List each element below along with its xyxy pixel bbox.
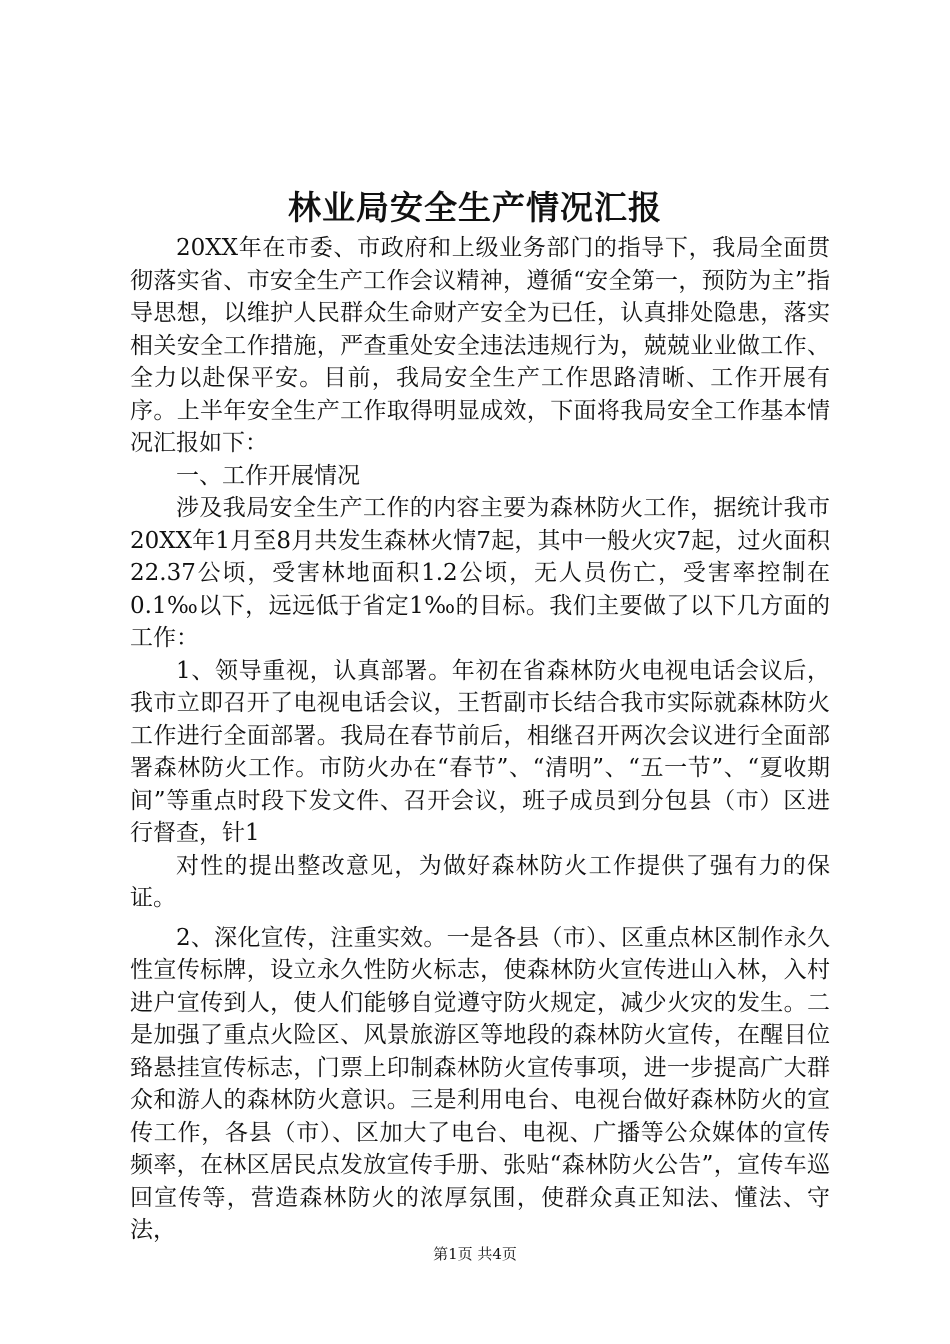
paragraph-item-1-continued: 对性的提出整改意见，为做好森林防火工作提供了强有力的保证。 bbox=[130, 852, 830, 911]
document-body bbox=[130, 232, 830, 1247]
paragraph-overview: 涉及我局安全生产工作的内容主要为森林防火工作，据统计我市20XX年1月至8月共发生森林火情7起，其中一般火灾7起，过火面积22.37公顷，受害林地面积1.2公顷，无人员伤亡，受害率控制在0.1‰以下，远远低于省定1‰的目标。我们主要做了以下几方面的工作： bbox=[130, 495, 830, 651]
page-footer: 第1页 共4页 bbox=[433, 1245, 517, 1263]
paragraph-item-2: 2、深化宣传，注重实效。一是各县（市）、区重点林区制作永久性宣传标牌，设立永久性防火标志，使森林防火宣传进山入林，入村进户宣传到人，使人们能够自觉遵守防火规定，减少火灾的发生。二是加强了重点火险区、风景旅游区等地段的森林防火宣传，在醒目位臵悬挂宣传标志，门票上印制森林防火宣传事项，进一步提高广大群众和游人的森林防火意识。三是利用电台、电视台做好森林防火的宣传工作，各县（市）、区加大了电台、电视、广播等公众媒体的宣传频率，在林区居民点发放宣传手册、张贴“森林防火公告”，宣传车巡回宣传等，营造森林防火的浓厚氛围，使群众真正知法、懂法、守法， bbox=[130, 924, 830, 1243]
document-title: 林业局安全生产情况汇报 bbox=[288, 188, 662, 227]
section-heading: 一、工作开展情况 bbox=[176, 462, 360, 489]
paragraph-intro: 20XX年在市委、市政府和上级业务部门的指导下，我局全面贯彻落实省、市安全生产工作会议精神，遵循“安全第一，预防为主”指导思想，以维护人民群众生命财产安全为已任，认真排处隐患，落实相关安全工作措施，严查重处安全违法违规行为，兢兢业业做工作、全力以赴保平安。目前，我局安全生产工作思路清晰、工作开展有序。上半年安全生产工作取得明显成效，下面将我局安全工作基本情况汇报如下： bbox=[130, 235, 830, 456]
paragraph-item-1: 1、领导重视，认真部署。年初在省森林防火电视电话会议后，我市立即召开了电视电话会议，王哲副市长结合我市实际就森林防火工作进行全面部署。我局在春节前后，相继召开两次会议进行全面部署森林防火工作。市防火办在“春节”、“清明”、“五一节”、“夏收期间”等重点时段下发文件、召开会议，班子成员到分包县（市）区进行督查，针1 bbox=[130, 657, 830, 846]
